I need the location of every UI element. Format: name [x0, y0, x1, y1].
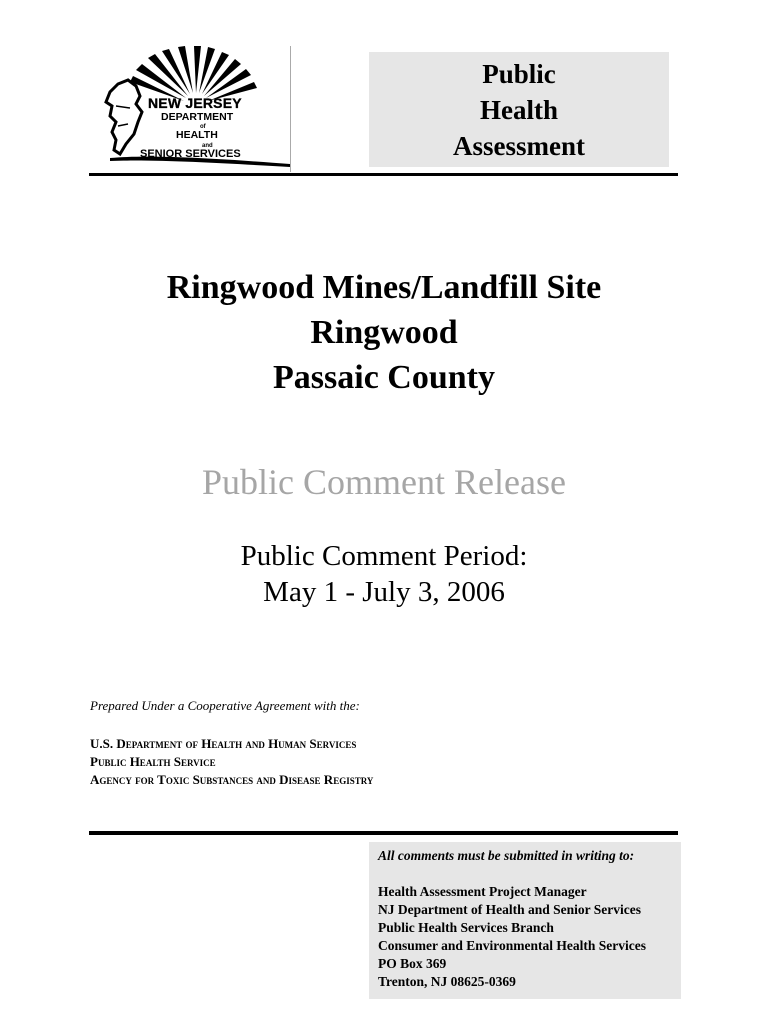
logo-new-jersey: NEW JERSEY: [148, 95, 242, 111]
agency-phs: Public Health Service: [90, 754, 216, 769]
document-type-line-3: Assessment: [453, 130, 585, 161]
logo-health: HEALTH: [176, 129, 218, 141]
comment-period: [0, 538, 768, 610]
logo-department: DEPARTMENT: [161, 111, 234, 123]
comment-period-dates: May 1 - July 3, 2006: [263, 576, 505, 608]
site-title: [0, 265, 768, 400]
site-town: Ringwood: [310, 314, 458, 351]
contact-line: Trenton, NJ 08625-0369: [378, 974, 516, 989]
contact-line: PO Box 369: [378, 956, 447, 971]
contact-address-box: [369, 842, 681, 999]
agency-hhs: U.S. Department of Health and Human Services: [90, 736, 357, 751]
document-type-line-2: Health: [480, 94, 558, 125]
site-name: Ringwood Mines/Landfill Site: [166, 269, 602, 306]
contact-line: Consumer and Environmental Health Services: [378, 938, 647, 953]
logo-of: of: [200, 124, 206, 130]
logo-and: and: [202, 143, 213, 149]
prepared-under-note: Prepared Under a Cooperative Agreement with the:: [90, 698, 360, 713]
contact-line: Public Health Services Branch: [378, 920, 554, 935]
footer-rule: [89, 831, 678, 835]
release-status: Public Comment Release: [202, 462, 566, 502]
logo-senior-services: SENIOR SERVICES: [140, 148, 241, 160]
site-county: Passaic County: [273, 359, 495, 396]
contact-intro: All comments must be submitted in writing to:: [378, 848, 635, 863]
document-type-line-1: Public: [482, 58, 556, 89]
agency-atsdr: Agency for Toxic Substances and Disease Registry: [90, 772, 374, 787]
agency-list: [90, 735, 373, 789]
contact-line: NJ Department of Health and Senior Services: [378, 902, 641, 917]
nj-dhss-logo: [96, 46, 292, 172]
document-type-box: [369, 52, 669, 167]
comment-period-label: Public Comment Period:: [240, 540, 528, 572]
contact-line: Health Assessment Project Manager: [378, 884, 587, 899]
header-rule: [89, 173, 678, 176]
logo-divider: [290, 46, 291, 172]
